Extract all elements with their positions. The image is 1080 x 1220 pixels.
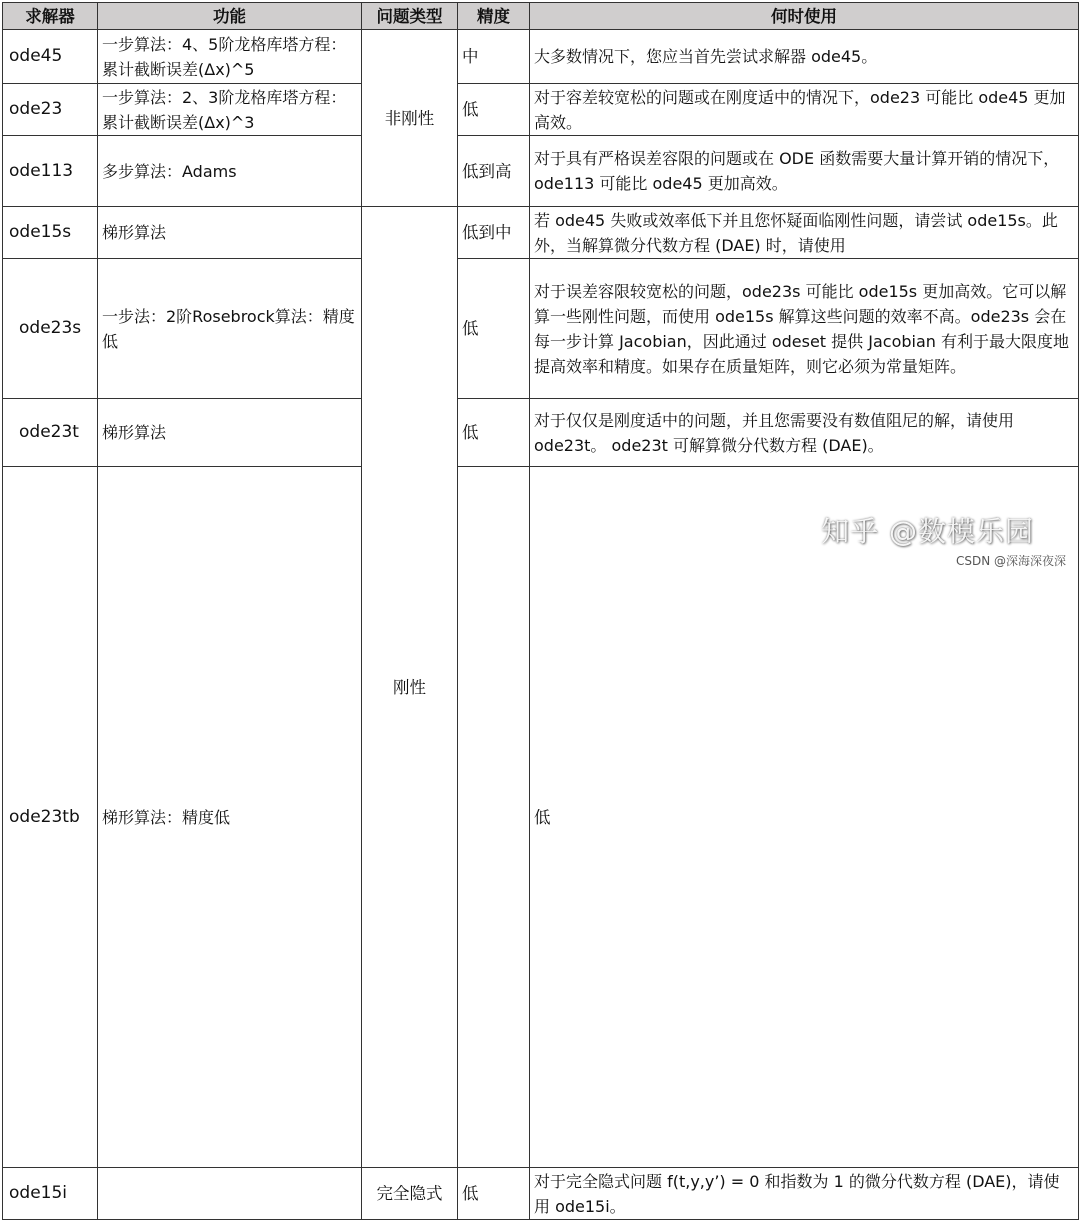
table-row xyxy=(3,84,1079,136)
ode-solver-table xyxy=(2,2,1079,1220)
table-row xyxy=(3,1168,1079,1220)
solver-function: 多步算法：Adams xyxy=(98,136,362,207)
header-when-to-use: 何时使用 xyxy=(530,3,1079,30)
solver-precision: 低到中 xyxy=(458,207,530,259)
header-precision: 精度 xyxy=(458,3,530,30)
solver-when-to-use: 对于完全隐式问题 f(t,y,y’) = 0 和指数为 1 的微分代数方程 (DAE)，请使用 ode15i。 xyxy=(530,1168,1079,1220)
solver-function: 一步算法：2、3阶龙格库塔方程：累计截断误差(Δx)^3 xyxy=(98,84,362,136)
solver-when-to-use: 若 ode45 失败或效率低下并且您怀疑面临刚性问题，请尝试 ode15s。此外，当解算微分代数方程 (DAE) 时，请使用 xyxy=(530,207,1079,259)
solver-function: 梯形算法 xyxy=(98,399,362,467)
table-row xyxy=(3,259,1079,399)
solver-when-to-use: 对于具有严格误差容限的问题或在 ODE 函数需要大量计算开销的情况下，ode113 可能比 ode45 更加高效。 xyxy=(530,136,1079,207)
solver-precision: 低 xyxy=(458,1168,530,1220)
solver-precision: 低到高 xyxy=(458,136,530,207)
solver-when-to-use: 对于误差容限较宽松的问题，ode23s 可能比 ode15s 更加高效。它可以解算一些刚性问题，而使用 ode15s 解算这些问题的效率不高。ode23s 会在每一步计算 Jacobian，因此通过 odeset 提供 Jacobian 有利于最大限度地提高效率和精度。如果存在质量矩阵，则它必须为常量矩阵。 xyxy=(530,259,1079,399)
csdn-credit: CSDN @深海深夜深 xyxy=(955,554,1066,568)
solver-precision: 低 xyxy=(458,399,530,467)
problem-type-implicit: 完全隐式 xyxy=(362,1168,458,1220)
table-row xyxy=(3,136,1079,207)
solver-function: 梯形算法 xyxy=(98,207,362,259)
table-row xyxy=(3,30,1079,84)
table-row xyxy=(3,207,1079,259)
solver-precision: 低 xyxy=(530,467,1079,1168)
solver-name: ode23 xyxy=(3,84,98,136)
header-problem-type: 问题类型 xyxy=(362,3,458,30)
solver-function xyxy=(98,1168,362,1220)
solver-name: ode23s xyxy=(3,259,98,399)
solver-function: 一步算法：4、5阶龙格库塔方程：累计截断误差(Δx)^5 xyxy=(98,30,362,84)
header-function: 功能 xyxy=(98,3,362,30)
solver-function: 一步法：2阶Rosebrock算法：精度低 xyxy=(98,259,362,399)
table-row xyxy=(3,399,1079,467)
solver-name: ode15i xyxy=(3,1168,98,1220)
solver-when-to-use: 对于容差较宽松的问题或在刚度适中的情况下，ode23 可能比 ode45 更加高效。 xyxy=(530,84,1079,136)
solver-name: ode23tb xyxy=(3,467,98,1168)
problem-type-nonstiff: 非刚性 xyxy=(362,30,458,207)
problem-type-stiff: 刚性 xyxy=(362,207,458,1168)
solver-name: ode15s xyxy=(3,207,98,259)
solver-precision: 低 xyxy=(458,84,530,136)
table-header-row xyxy=(3,3,1079,30)
solver-precision: 中 xyxy=(458,30,530,84)
solver-when-to-use: 对于仅仅是刚度适中的问题，并且您需要没有数值阻尼的解，请使用 ode23t。 ode23t 可解算微分代数方程 (DAE)。 xyxy=(530,399,1079,467)
problem-type-stiff-continued xyxy=(458,467,530,1168)
table-row xyxy=(3,467,1079,1168)
solver-name: ode23t xyxy=(3,399,98,467)
zhihu-watermark: 知乎 @数模乐园 xyxy=(821,515,1034,548)
solver-name: ode113 xyxy=(3,136,98,207)
solver-when-to-use: 大多数情况下，您应当首先尝试求解器 ode45。 xyxy=(530,30,1079,84)
solver-precision: 低 xyxy=(458,259,530,399)
solver-function: 梯形算法：精度低 xyxy=(98,467,362,1168)
solver-name: ode45 xyxy=(3,30,98,84)
header-solver: 求解器 xyxy=(3,3,98,30)
